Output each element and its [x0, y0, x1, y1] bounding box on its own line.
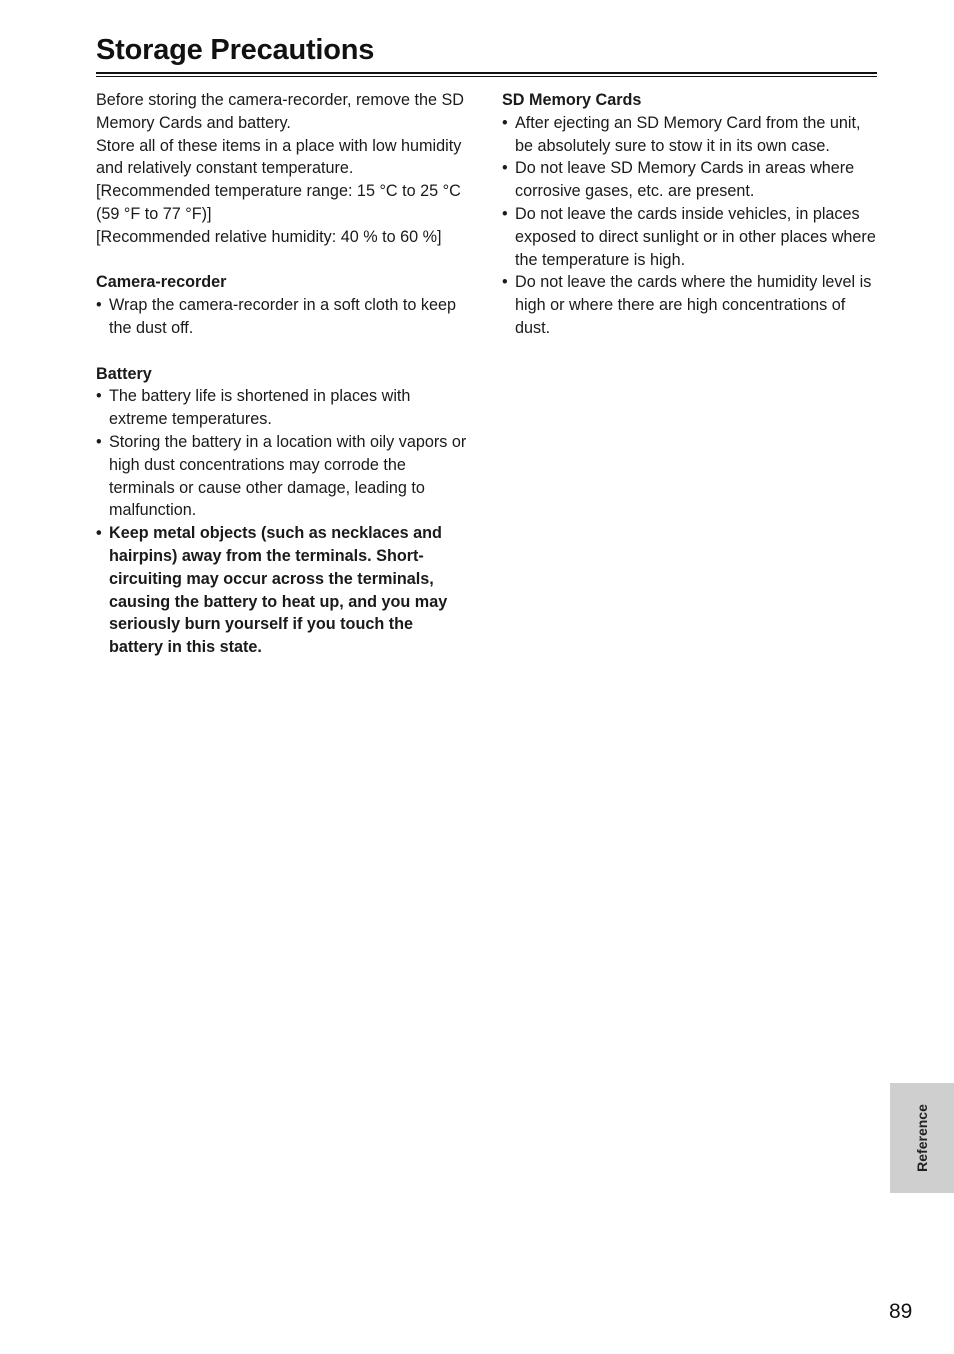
list-item: • Do not leave SD Memory Cards in areas where corrosive gases, etc. are present. — [502, 157, 880, 203]
section-heading-sd-cards: SD Memory Cards — [502, 91, 642, 109]
list-item: • Do not leave the cards inside vehicles, in places exposed to direct sunlight or in other places where the temperature is high. — [502, 203, 880, 271]
left-column — [96, 89, 471, 659]
intro-paragraph: [Recommended temperature range: 15 °C to 25 °C (59 °F to 77 °F)] — [96, 182, 461, 223]
list-item: • Do not leave the cards where the humidity level is high or where there are high concentrations of dust. — [502, 271, 880, 339]
sd-cards-section — [502, 89, 880, 340]
list-item: • The battery life is shortened in places with extreme temperatures. — [96, 385, 471, 431]
title-rule-thin — [96, 76, 877, 77]
battery-section — [96, 363, 471, 659]
intro-paragraph: Store all of these items in a place with low humidity and relatively constant temperature. — [96, 136, 462, 178]
intro-paragraph: Before storing the camera-recorder, remove the SD Memory Cards and battery. — [96, 91, 464, 132]
camera-recorder-list — [96, 294, 471, 340]
intro-section — [96, 89, 471, 249]
right-column — [502, 89, 880, 340]
warning-list-item: • Keep metal objects (such as necklaces and hairpins) away from the terminals. Short-circuiting may occur across the terminals, causing the battery to heat up, and you may seriously burn yourself if you touch the battery in this state. — [96, 522, 471, 659]
battery-list — [96, 385, 471, 659]
camera-recorder-section — [96, 271, 471, 339]
list-item: • After ejecting an SD Memory Card from the unit, be absolutely sure to stow it in its own case. — [502, 112, 880, 158]
sd-cards-list — [502, 112, 880, 340]
section-heading-camera-recorder: Camera-recorder — [96, 273, 227, 292]
page-title: Storage Precautions — [96, 34, 375, 66]
reference-tab-label: Reference — [914, 1104, 930, 1172]
page-number: 89 — [889, 1300, 913, 1323]
section-heading-battery: Battery — [96, 364, 152, 383]
title-rule-thick — [96, 72, 877, 74]
list-item: • Storing the battery in a location with oily vapors or high dust concentrations may corrode the terminals or cause other damage, leading to malfunction. — [96, 431, 471, 522]
list-item: • Wrap the camera-recorder in a soft cloth to keep the dust off. — [96, 294, 471, 340]
reference-tab — [890, 1083, 954, 1193]
intro-paragraph: [Recommended relative humidity: 40 % to 60 %] — [96, 227, 442, 246]
